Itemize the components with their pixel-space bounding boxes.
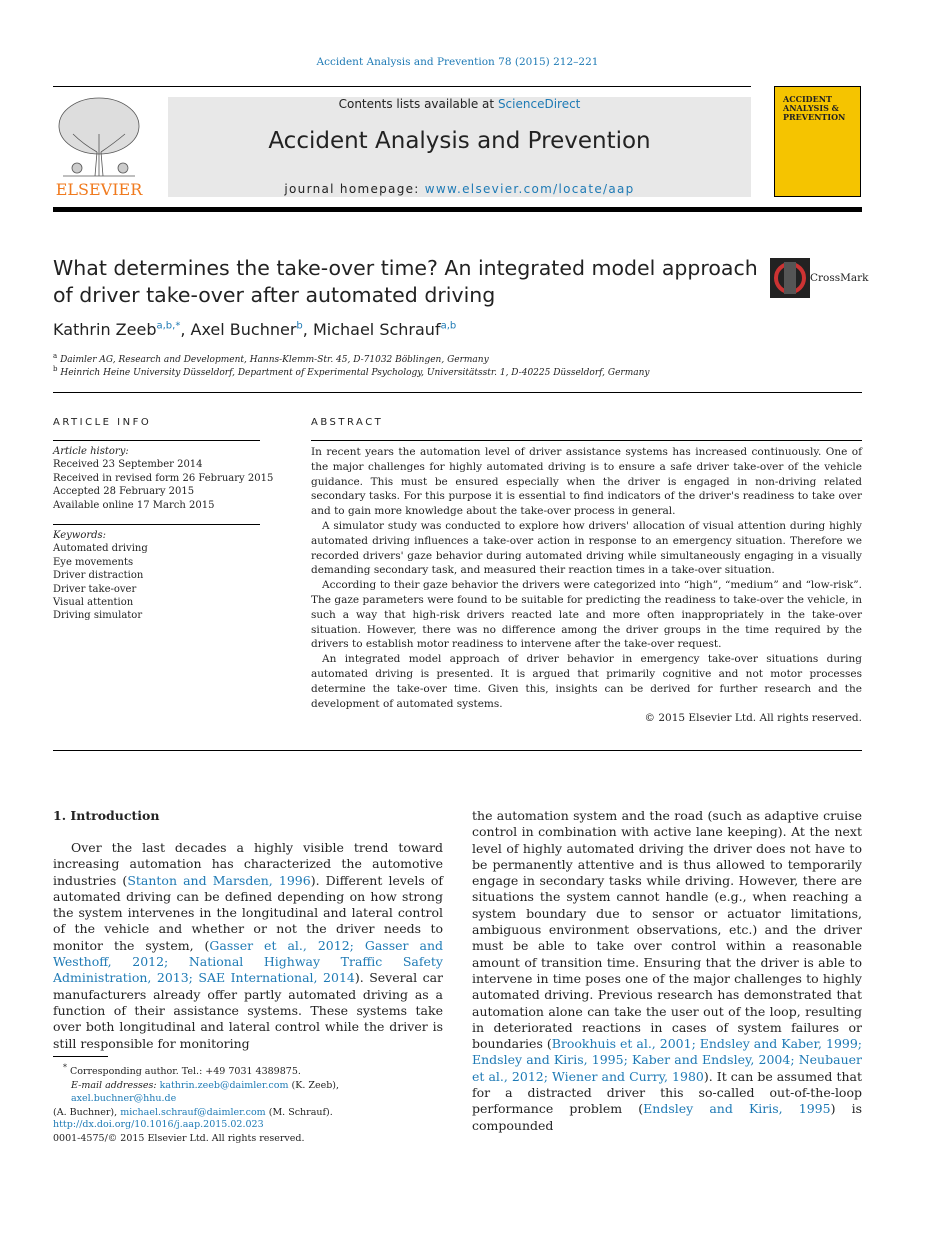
affiliation-mark: a [53, 352, 58, 360]
journal-cover[interactable] [774, 86, 861, 197]
elsevier-logo[interactable] [53, 94, 145, 198]
intro-text: ). Several car manufacturers already offer partly automated driving as a function of their assistance systems. These systems take over both longitudinal and lateral control while the driver is still responsible for monitoring [53, 970, 443, 1051]
author-name[interactable]: Kathrin Zeeb [53, 320, 157, 339]
affiliation-a [53, 352, 489, 365]
keywords-rule [53, 524, 260, 525]
abstract-paragraph: In recent years the automation level of driver assistance systems has increased continuously. One of the major challenges for highly automated driving is to ensure a safe driver take-over of the vehicle guidance. This must be ensured especially when the driver is engaged in non-driving related secondary tasks. For this purpose it is essential to find indicators of the driver's readiness to take over and to gain more knowledge about the take-over process in general. [311, 446, 862, 518]
author-sup[interactable]: a,b,* [156, 320, 181, 332]
affiliation-b [53, 365, 649, 378]
email-owner: (K. Zeeb), [291, 1079, 340, 1091]
citation-link[interactable]: Gasser et al., 2012; Gasser and Westhoff, 2012; National Highway Traffic Safety Administration, 2013; SAE International, 2014 [53, 937, 444, 986]
history-item: Accepted 28 February 2015 [53, 486, 195, 498]
homepage-link[interactable]: www.elsevier.com/locate/aap [424, 182, 635, 196]
abstract-rule [311, 440, 862, 441]
intro-text: ) is compounded [472, 1101, 862, 1133]
intro-heading: 1. Introduction [53, 808, 160, 823]
doi-block [53, 1118, 305, 1145]
header-thick-rule [53, 207, 862, 212]
journal-reference[interactable]: Accident Analysis and Prevention 78 (2015) 212–221 [316, 56, 599, 68]
keywords [53, 529, 148, 623]
keywords-label: Keywords: [53, 530, 107, 541]
keyword-item: Automated driving [53, 543, 148, 555]
author-list: Kathrin Zeeb$^{a,b,*}$, Axel Buchner$^b$, Michael Schrauf$^{a,b}$ [53, 320, 457, 339]
email-label: E-mail addresses: [71, 1079, 157, 1091]
keyword-item: Visual attention [53, 597, 134, 609]
citation-link[interactable]: Brookhuis et al., 2001; Endsley and Kaber, 1999; Endsley and Kiris, 1995; Kaber and Endsley, 2004; Neubauer et al., 2012; Wiener and Curry, 1980 [472, 1036, 863, 1084]
intro-text: the automation system and the road (such as adaptive cruise control in combination with active lane keeping). At the next level of highly automated driving the driver does not have to be permanently attentive and is thus allowed to temporarily engage in secondary tasks while driving. However, there are situations the system cannot handle (e.g., when reaching a system boundary due to sensor or actuator limitations, ambiguous environment observations, etc.) and the driver must be able to take over control within a reasonable amount of transition time. Ensuring that the driver is able to intervene in time poses one of the major challenges to highly automated driving. Previous research has demonstrated that automation alone can take the user out of the loop, resulting in deteriorated reactions in cases of system failures or boundaries ( [472, 808, 862, 1052]
section-rule [53, 392, 862, 393]
author-name[interactable]: Michael Schrauf [312, 320, 441, 339]
doi-link[interactable]: http://dx.doi.org/10.1016/j.aap.2015.02.023 [53, 1119, 264, 1130]
contents-line [168, 97, 751, 111]
footnote-text: Corresponding author. Tel.: +49 7031 4389875. [69, 1066, 301, 1078]
article-history [53, 445, 273, 512]
history-item: Received in revised form 26 February 2015 [53, 472, 274, 484]
footnote-rule [53, 1056, 108, 1057]
crossmark-icon [770, 258, 810, 298]
publisher-name: ELSEVIER [55, 180, 143, 198]
journal-homepage [168, 182, 751, 196]
affiliation-text: Daimler AG, Research and Development, Hanns-Klemm-Str. 45, D-71032 Böblingen, Germany [60, 355, 489, 365]
abstract-paragraph: According to their gaze behavior the drivers were categorized into “high”, “medium” and “low-risk”. The gaze parameters were found to be suitable for predicting the readiness to take-over the vehicle, in such a way that high-risk drivers reacted late and more often inappropriately in the take-over situation. However, there was no difference among the driver groups in the time required by the drivers to establish motor readiness to intervene after the take-over request. [311, 579, 862, 651]
intro-right-column [472, 808, 862, 1134]
keyword-item: Driver distraction [53, 570, 144, 582]
keyword-item: Driver take-over [53, 583, 137, 595]
author-sup[interactable]: a,b [440, 320, 457, 332]
article-info-heading: ARTICLE INFO [53, 417, 152, 428]
citation-link[interactable]: Endsley and Kiris, 1995 [643, 1101, 831, 1117]
footnote-mark: * [63, 1063, 67, 1072]
email-line [53, 1079, 443, 1106]
homepage-prefix: journal homepage: [284, 182, 425, 196]
email-link[interactable]: kathrin.zeeb@daimler.com [159, 1079, 289, 1091]
abstract-paragraph: An integrated model approach of driver behavior in emergency take-over situations during automated driving is presented. It is argued that primarily cognitive and not motor processes determine the take-over time. Given this, insights can be derived for further research and the development of automated systems. [311, 653, 862, 710]
crossmark-label: CrossMark [810, 272, 869, 284]
intro-paragraph [472, 808, 862, 1134]
abstract-body [311, 445, 862, 726]
abstract-bottom-rule [53, 750, 862, 751]
article-title: What determines the take-over time? An integrated model approach of driver take-over after automated driving [53, 256, 758, 307]
copyright: © 2015 Elsevier Ltd. All rights reserved. [644, 712, 862, 725]
elsevier-tree-icon [53, 94, 145, 198]
abstract-heading: ABSTRACT [311, 417, 384, 428]
sciencedirect-link[interactable]: ScienceDirect [497, 97, 581, 111]
abstract-paragraph: A simulator study was conducted to explore how drivers' allocation of visual attention during highly automated driving influences a take-over action in response to an emergency situation. Therefore we recorded drivers' gaze behavior during automated driving while simultaneously engaging in a visually demanding secondary task, and measured their reaction times in a take-over situation. [311, 519, 862, 577]
contents-prefix: Contents lists available at [338, 97, 498, 111]
affiliation-text: Heinrich Heine University Düsseldorf, Department of Experimental Psychology, Universitätsstr. 1, D-40225 Düsseldorf, Germany [60, 368, 650, 378]
email-owner: (A. Buchner), [53, 1106, 118, 1118]
citation-link[interactable]: Stanton and Marsden, 1996 [127, 872, 311, 888]
issn-line: 0001-4575/© 2015 Elsevier Ltd. All rights reserved. [53, 1132, 305, 1144]
intro-text: ). Different levels of automated driving can be defined depending on how strong the system intervenes in the longitudinal and lateral control of the vehicle and whether or not the driver needs to monitor the system, ( [53, 872, 443, 953]
keyword-item: Eye movements [53, 556, 134, 568]
corresponding-author [53, 1061, 443, 1079]
email-link[interactable]: axel.buchner@hhu.de [71, 1093, 177, 1105]
history-item: Received 23 September 2014 [53, 459, 203, 471]
email-owner: (M. Schrauf). [268, 1106, 333, 1118]
cover-title: ACCIDENT ANALYSIS & PREVENTION [783, 94, 846, 122]
email-link[interactable]: michael.schrauf@daimler.com [120, 1106, 266, 1118]
history-item: Available online 17 March 2015 [53, 499, 215, 511]
author-name[interactable]: Axel Buchner [190, 320, 297, 339]
info-rule [53, 440, 260, 441]
intro-text: Over the last decades a highly visible trend toward increasing automation has characterized the automotive industries ( [53, 840, 443, 888]
keyword-item: Driving simulator [53, 610, 143, 622]
history-label: Article history: [53, 446, 129, 457]
journal-title: Accident Analysis and Prevention [268, 128, 651, 154]
header-rule [53, 86, 751, 87]
intro-paragraph [53, 840, 443, 1052]
author-sup[interactable]: b [296, 320, 303, 332]
footnote [53, 1061, 443, 1119]
intro-left-column [53, 840, 443, 1052]
crossmark-badge[interactable] [770, 258, 869, 298]
intro-text: ). It can be assumed that for a distracted driver this so-called out-of-the-loop performance problem ( [472, 1068, 862, 1117]
affiliation-mark: b [53, 365, 58, 373]
